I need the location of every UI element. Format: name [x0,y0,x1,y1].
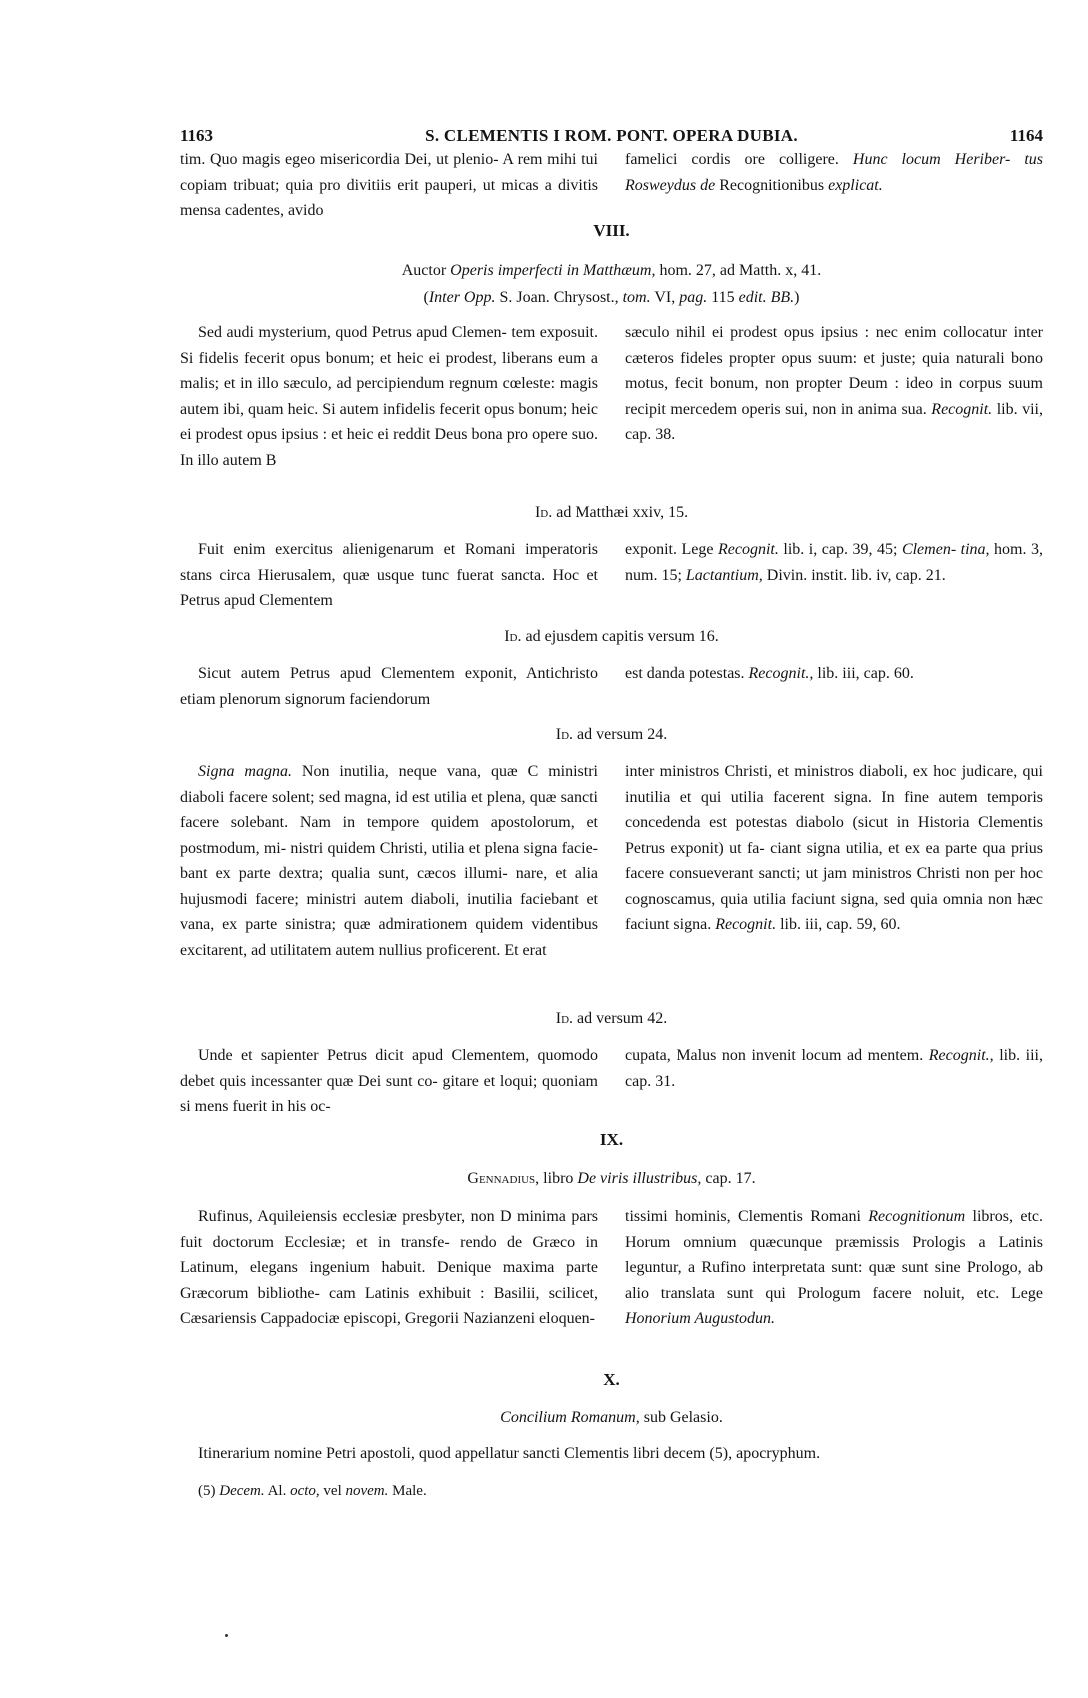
section-numeral-ix: IX. [599,1130,624,1149]
left-column [180,537,598,614]
paragraph: Fuit enim exercitus alienigenarum et Romani imperatoris stans circa Hierusalem, quæ usque tunc fuerat sancta. Hoc et Petrus apud Clementem [180,541,598,609]
left-column [180,661,598,712]
left-column [180,759,598,963]
paragraph: est danda potestas. Recognit., lib. iii, cap. 60. [625,665,914,682]
page-number-right: 1164 [1009,126,1043,145]
right-column [625,147,1043,224]
section-numeral-viii: VIII. [593,221,630,240]
running-title: S. CLEMENTIS I ROM. PONT. OPERA DUBIA. [425,126,798,145]
block-two-columns [180,1043,1043,1120]
subheading: Id. ad versum 42. [555,1010,668,1027]
paragraph: Itinerarium nomine Petri apostoli, quod appellatur sancti Clementis libri decem (5), apocryphum. [198,1445,821,1462]
left-column [180,320,598,473]
paragraph: famelici cordis ore colligere. Hunc locum Heriber- tus Rosweydus de Recognitionibus explicat. [625,151,1043,194]
block-two-columns [180,537,1043,614]
subheading: Id. ad Matthæi xxiv, 15. [534,504,689,521]
stray-mark [225,1634,228,1637]
running-header [180,123,1043,149]
paragraph: Sed audi mysterium, quod Petrus apud Clemen- tem exposuit. Si fidelis fecerit opus bonum; et heic ei prodest, liberans eum a malis; et in illo sæculo, ad percipiendum regnum cœleste: magis autem ibi, quam heic. Si autem infidelis fecerit opus bonum; heic ei prodest opus ipsius : et heic ei reddit Deus bona pro opere suo. In illo autem B [180,324,598,469]
left-column [180,1204,598,1332]
right-column [625,661,1043,712]
source-line: (Inter Opp. S. Joan. Chrysost., tom. VI, pag. 115 edit. BB.) [423,289,800,306]
paragraph: Unde et sapienter Petrus dicit apud Clementem, quomodo debet quis incessanter quæ Dei sunt co- gitare et loqui; quoniam si mens fuerit in his oc- [180,1047,598,1115]
paragraph: tissimi hominis, Clementis Romani Recognitionum libros, etc. Horum omnium quæcunque præmissis Prologis a Latinis leguntur, a Rufino interpretata sunt: quæ sunt sine Prologo, ab alio translata sunt qui Prologum facere noluit, etc. Lege Honorium Augustodun. [625,1208,1043,1327]
section-numeral-x: X. [603,1370,620,1389]
block-two-columns [180,320,1043,473]
footnote: (5) Decem. Al. octo, vel novem. Male. [198,1483,427,1499]
source-line: Gennadius, libro De viris illustribus, cap. 17. [467,1170,756,1187]
right-column [625,759,1043,963]
paragraph: Rufinus, Aquileiensis ecclesiæ presbyter, non D minima pars fuit doctorum Ecclesiæ; et in transfe- rendo de Græco in Latinum, elegans ingenium habuit. Denique maxima parte Græcorum bibliothe- cam Latinis exhibuit : Basilii, scilicet, Cæsariensis Cappadociæ episcopi, Gregorii Nazianzeni eloquen- [180,1208,598,1327]
source-line: Concilium Romanum, sub Gelasio. [500,1409,723,1426]
block-two-columns [180,661,1043,712]
right-column [625,320,1043,473]
block-two-columns [180,759,1043,963]
subheading: Id. ad versum 24. [555,726,668,743]
block-two-columns [180,1204,1043,1332]
paragraph: Signa magna. Non inutilia, neque vana, quæ C ministri diaboli facere solent; sed magna, id est utilia et plena, quæ sancti facere solebant. Nam in tempore quidem apostolorum, et postmodum, mi- nistri quidem Christi, utilia et plena signa facie- bant ex parte dextra; qualia sunt, cæcos illumi- nare, et alia hujusmodi facere; ministri autem diaboli, inutilia faciebant et vana, ex parte sinistra; quæ admirationem quidem videntibus excitarent, ad utilitatem autem nullius proficerent. Et erat [180,763,598,959]
source-line: Auctor Operis imperfecti in Matthæum, hom. 27, ad Matth. x, 41. [401,262,822,279]
paragraph: exponit. Lege Recognit. lib. i, cap. 39, 45; Clemen- tina, hom. 3, num. 15; Lactantium, Divin. instit. lib. iv, cap. 21. [625,541,1044,584]
left-column [180,1043,598,1120]
subheading: Id. ad ejusdem capitis versum 16. [504,628,719,645]
right-column [625,537,1043,614]
paragraph: Sicut autem Petrus apud Clementem exponit, Antichristo etiam plenorum signorum faciendorum [180,665,598,708]
block-continuation [180,147,1043,224]
right-column [625,1204,1043,1332]
paragraph: inter ministros Christi, et ministros diaboli, ex hoc judicare, qui inutilia et qui utilia facerent signa. In fine autem temporis concedenda est potestas diabolo (sicut in Historia Clementis Petrus exponit) ut fa- ciant signa utilia, et ex ea parte qua prius facere consueverant sancti; ut jam ministros Christi non per hoc cognoscamus, quia utilia faciunt signa, sed quia omnia non hæc faciunt signa. Recognit. lib. iii, cap. 59, 60. [625,763,1043,933]
paragraph: cupata, Malus non invenit locum ad mentem. Recognit., lib. iii, cap. 31. [625,1047,1043,1090]
paragraph: tim. Quo magis egeo misericordia Dei, ut plenio- A rem mihi tui copiam tribuat; quia pro divitiis erit pauperi, ut micas a divitis mensa cadentes, avido [180,151,598,219]
page-number-left: 1163 [180,126,214,145]
full-width-block [180,1441,1043,1467]
left-column [180,147,598,224]
paragraph: sæculo nihil ei prodest opus ipsius : nec enim collocatur inter cæteros fideles propter opus suum: et juste; quia naturali bono motus, fecit bonum, non propter Deum : ideo in corpus suum recipit mercedem operis sui, non in anima sua. Recognit. lib. vii, cap. 38. [625,324,1043,443]
right-column [625,1043,1043,1120]
